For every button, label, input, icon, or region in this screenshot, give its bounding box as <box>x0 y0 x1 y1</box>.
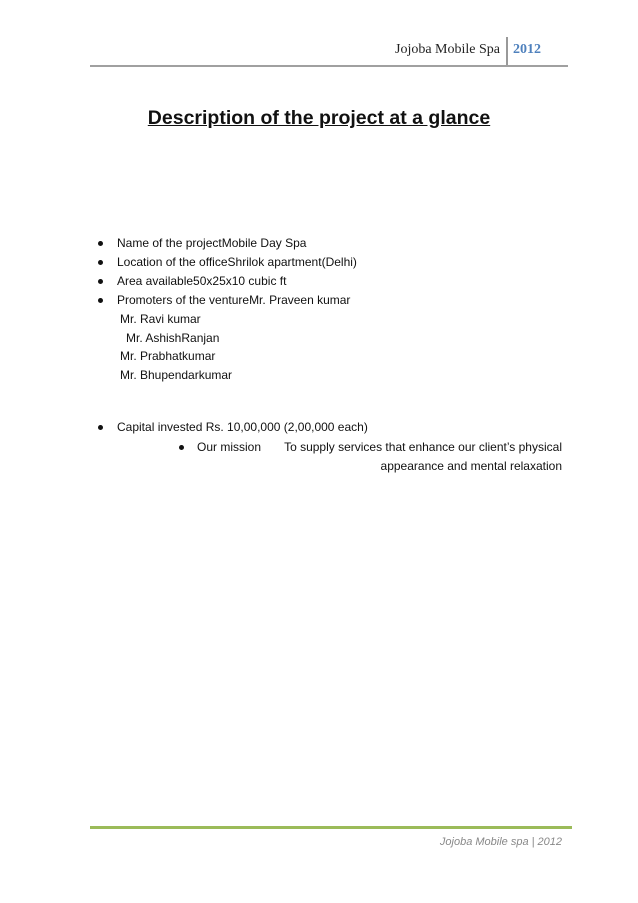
mission-text: To supply services that enhance our client’s physical <box>284 440 562 454</box>
bullet-icon <box>98 279 103 284</box>
list-item: Promoters of the ventureMr. Praveen kumar <box>117 293 351 307</box>
mission-text-continued: appearance and mental relaxation <box>380 459 562 473</box>
promoter-name: Mr. Prabhatkumar <box>120 349 216 363</box>
bullet-icon <box>98 260 103 265</box>
footer-rule <box>90 826 572 829</box>
promoter-name: Mr. Bhupendarkumar <box>120 368 233 382</box>
footer-text: Jojoba Mobile spa | 2012 <box>439 836 562 848</box>
header-rule <box>90 65 568 67</box>
bullet-icon <box>98 241 103 246</box>
bullet-icon <box>179 445 184 450</box>
header-divider <box>506 37 508 66</box>
header-title: Jojoba Mobile Spa <box>395 42 500 57</box>
mission-label: Our mission <box>197 440 262 454</box>
bullet-icon <box>98 298 103 303</box>
promoter-name: Mr. AshishRanjan <box>126 331 220 345</box>
header-year: 2012 <box>513 42 541 57</box>
bullet-icon <box>98 425 103 430</box>
promoter-name: Mr. Ravi kumar <box>120 312 201 326</box>
capital-item: Capital invested Rs. 10,00,000 (2,00,000 each) <box>117 420 368 434</box>
list-item: Name of the projectMobile Day Spa <box>117 236 307 250</box>
page-title: Description of the project at a glance <box>147 107 491 129</box>
list-item: Location of the officeShrilok apartment(Delhi) <box>117 255 357 269</box>
list-item: Area available50x25x10 cubic ft <box>117 274 287 288</box>
